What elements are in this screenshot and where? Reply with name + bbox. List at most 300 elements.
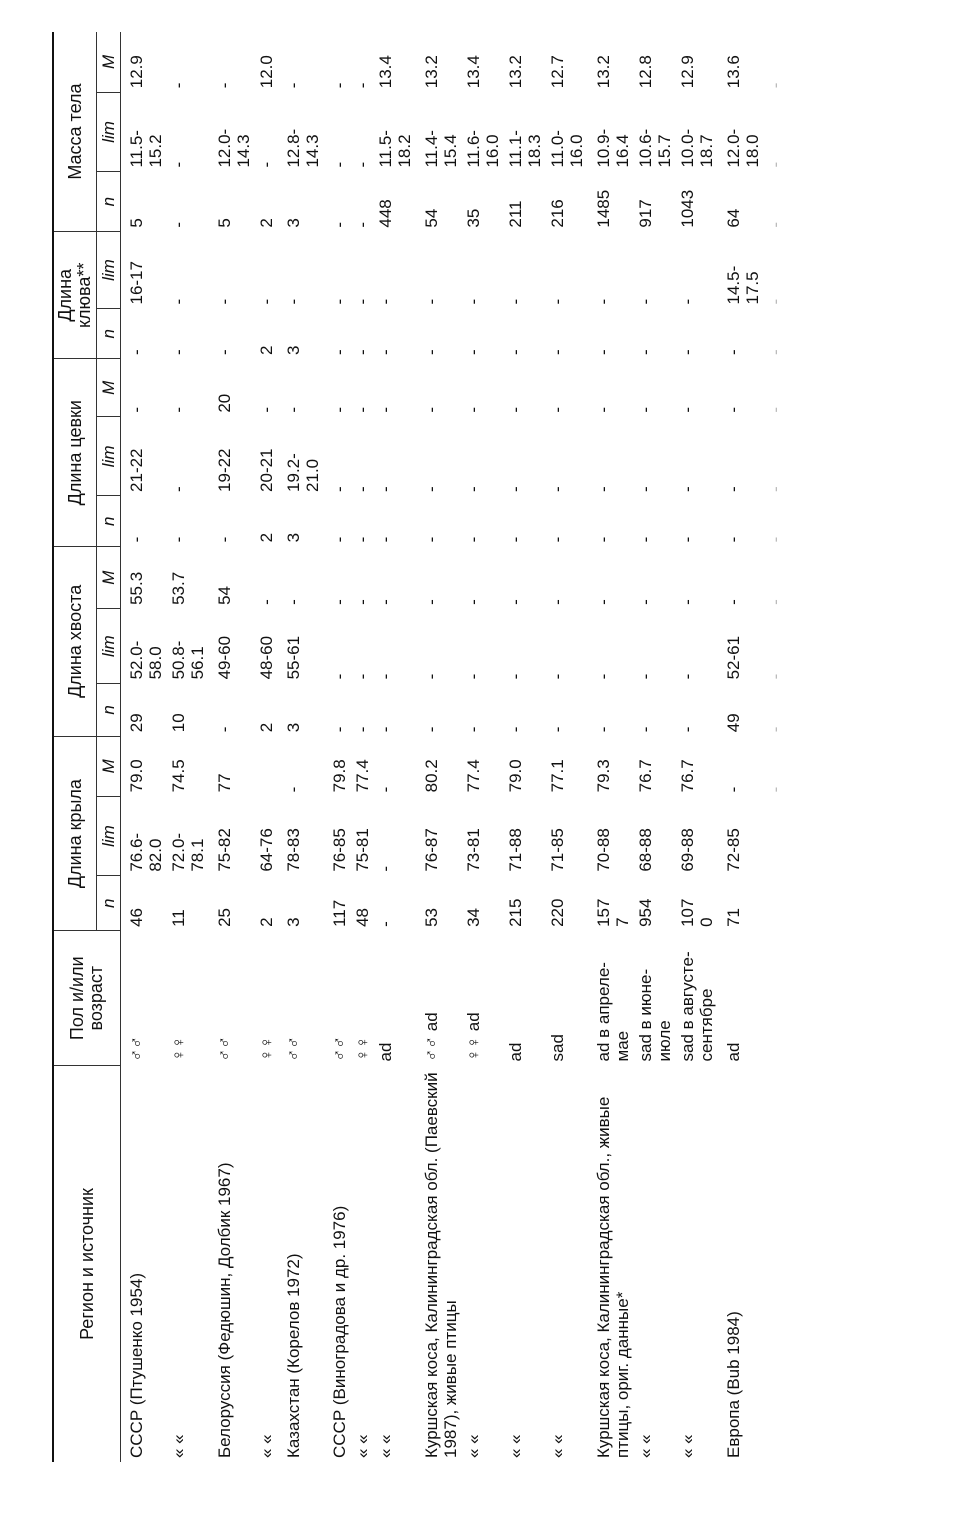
header-bill: Длина клюва**: [53, 232, 97, 359]
mass-m-cell: 12.8: [636, 55, 655, 89]
mass-n-cell: 2: [257, 218, 276, 228]
wing-n-cell: 107 0: [678, 898, 716, 927]
sex-age-cell: ♂♂ ad: [422, 1012, 441, 1062]
wing-m-cell: 77.4: [353, 759, 372, 793]
wing-lim-cell: 76-85: [330, 828, 349, 872]
mass-m-cell: 12.0: [257, 55, 276, 89]
mass-m-cell: 13.4: [376, 55, 395, 89]
sex-age-cell: sad: [548, 1034, 567, 1062]
mass-m-cell: 12.9: [678, 55, 697, 89]
region-cell: Казахстан (Корелов 1972): [284, 1253, 303, 1458]
tail-m-cell: 54: [215, 586, 234, 605]
mass-lim-cell: -: [766, 161, 785, 168]
bill-lim-cell: -: [594, 298, 613, 305]
header-tarsus: Длина цевки: [53, 359, 97, 546]
tarsus-m-cell: -: [169, 407, 188, 413]
mass-m-cell: -: [215, 82, 234, 89]
mass-n-cell: -: [353, 221, 372, 228]
region-cell: СССР (Птушенко 1954): [127, 1272, 146, 1458]
tarsus-m-cell: -: [678, 407, 697, 413]
tail-n-cell: -: [422, 726, 441, 733]
tail-m-cell: -: [594, 599, 613, 605]
sex-age-cell: ♀♀: [353, 1035, 372, 1062]
sex-age-cell: ♀♀ ad: [464, 1012, 483, 1062]
header-n: n: [97, 309, 121, 359]
wing-n-cell: 3: [284, 917, 303, 927]
tarsus-n-cell: -: [548, 536, 567, 543]
header-lim: lim: [97, 609, 121, 683]
tail-m-cell: -: [284, 599, 303, 605]
wing-n-cell: 220: [548, 898, 567, 927]
wing-m-cell: 77: [215, 773, 234, 793]
tarsus-n-cell: -: [678, 536, 697, 543]
bill-n-cell: -: [548, 349, 567, 355]
mass-lim-cell: 10.0- 18.7: [678, 128, 716, 168]
mass-m-cell: 12.9: [127, 55, 146, 89]
table-row: [676, 32, 718, 1462]
sex-age-cell: ad: [376, 1042, 395, 1062]
header-mass: Масса тела: [53, 32, 97, 232]
tarsus-m-cell: -: [257, 407, 276, 413]
wing-m-cell: 79.0: [506, 759, 525, 793]
table-row: [209, 32, 255, 1462]
bill-lim-cell: 14.5- 17.5: [724, 265, 762, 305]
sex-age-cell: ♂♂: [284, 1035, 303, 1062]
tail-m-cell: -: [724, 599, 743, 605]
header-region: Регион и источник: [53, 1065, 121, 1462]
bill-lim-cell: -: [169, 298, 188, 305]
mass-lim-cell: 11.4- 15.4: [422, 130, 460, 168]
wing-lim-cell: [764, 796, 787, 875]
region-cell: « «: [678, 1434, 697, 1458]
mass-lim-cell: 12.8- 14.3: [284, 128, 322, 168]
sex-age-cell: ad: [506, 1042, 525, 1062]
tarsus-n-cell: -: [506, 536, 525, 543]
table-row: [462, 32, 504, 1462]
sex-age-cell: ♂♂: [215, 1035, 234, 1062]
sex-age-cell: ♂♂: [330, 1035, 349, 1062]
region-cell: « «: [376, 1434, 395, 1458]
header-tail: Длина хвоста: [53, 546, 97, 736]
mass-lim-cell: -: [257, 161, 276, 168]
sex-age-cell: ♀♀: [257, 1035, 276, 1062]
header-m: M: [97, 736, 121, 796]
tail-lim-cell: 55-61: [284, 635, 303, 680]
mass-n-cell: 211: [506, 200, 525, 228]
tarsus-m-cell: -: [724, 407, 743, 413]
bill-lim-cell: -: [464, 298, 483, 305]
region-cell: « «: [506, 1434, 525, 1458]
tarsus-n-cell: -: [127, 536, 146, 543]
wing-m-cell: 76.7: [636, 759, 655, 793]
mass-m-cell: -: [169, 82, 188, 89]
wing-lim-cell: 72-85: [724, 828, 743, 872]
tail-lim-cell: -: [548, 673, 567, 680]
mass-n-cell: 1485: [594, 189, 613, 228]
tarsus-n-cell: -: [594, 536, 613, 543]
wing-m-cell: -: [376, 786, 395, 793]
bill-n-cell: -: [636, 349, 655, 355]
mass-m-cell: -: [330, 82, 349, 89]
table-row: [634, 32, 676, 1462]
tarsus-m-cell: -: [376, 407, 395, 413]
tarsus-n-cell: -: [422, 536, 441, 543]
wing-n-cell: 71: [724, 908, 743, 927]
tarsus-lim-cell: -: [422, 486, 441, 492]
tarsus-n-cell: -: [766, 536, 785, 543]
tail-lim-cell: -: [594, 673, 613, 680]
tarsus-lim-cell: -: [376, 486, 395, 492]
table-row: [324, 32, 351, 1462]
mass-n-cell: 448: [376, 199, 395, 228]
region-cell: « «: [353, 1434, 372, 1458]
bill-n-cell: -: [594, 349, 613, 355]
bill-lim-cell: -: [422, 298, 441, 305]
region-cell: Европа (Bub 1984): [724, 1311, 743, 1458]
tarsus-lim-cell: 19.2- 21.0: [284, 453, 322, 492]
wing-lim-cell: 73-81: [464, 828, 483, 872]
wing-n-cell: 215: [506, 898, 525, 927]
wing-lim-cell: 72.0- 78.1: [169, 832, 207, 872]
table-row: [374, 32, 416, 1462]
tail-lim-cell: -: [422, 673, 441, 680]
tarsus-m-cell: -: [636, 407, 655, 413]
mass-n-cell: 917: [636, 199, 655, 228]
tarsus-lim-cell: 20-21: [257, 448, 276, 492]
sex-age-cell: ♀♀: [169, 1035, 188, 1062]
bill-lim-cell: -: [257, 298, 276, 305]
wing-n-cell: 2: [257, 917, 276, 927]
bill-lim-cell: -: [284, 298, 303, 305]
mass-lim-cell: 12.0- 18.0: [724, 128, 762, 168]
bill-lim-cell: -: [678, 298, 697, 305]
wing-lim-cell: 78-83: [284, 828, 303, 872]
tail-lim-cell: 52-61: [724, 635, 743, 680]
tail-lim-cell: -: [766, 673, 785, 680]
mass-m-cell: 13.2: [506, 55, 525, 89]
bill-lim-cell: -: [376, 298, 395, 305]
tail-m-cell: -: [422, 599, 441, 605]
mass-lim-cell: -: [169, 161, 188, 168]
tarsus-n-cell: -: [330, 536, 349, 543]
tail-n-cell: -: [330, 726, 349, 733]
mass-lim-cell: -: [353, 161, 372, 168]
tail-m-cell: -: [353, 599, 372, 605]
bill-n-cell: -: [506, 349, 525, 355]
region-cell: Белоруссия (Федюшин, Долбик 1967): [215, 1162, 234, 1458]
tarsus-lim-cell: -: [548, 486, 567, 492]
sex-age-cell: sad в июне-июле: [636, 968, 674, 1062]
bill-n-cell: -: [376, 349, 395, 355]
header-lim: lim: [97, 796, 121, 875]
tail-lim-cell: -: [636, 673, 655, 680]
tarsus-lim-cell: -: [353, 486, 372, 492]
tarsus-n-cell: -: [376, 536, 395, 543]
bill-lim-cell: 16-17: [127, 261, 146, 305]
wing-lim-cell: 69-88: [678, 828, 697, 872]
mass-lim-cell: -: [330, 161, 349, 168]
table-row: [167, 32, 209, 1462]
mass-lim-cell: 11.6- 16.0: [464, 130, 502, 168]
tail-n-cell: 49: [724, 713, 743, 733]
wing-n-cell: -: [376, 921, 395, 927]
tail-lim-cell: 52.0- 58.0: [127, 640, 165, 680]
wing-n-cell: 46: [127, 908, 146, 927]
tail-m-cell: -: [636, 599, 655, 605]
tail-n-cell: -: [766, 726, 785, 733]
region-cell: « «: [636, 1434, 655, 1458]
tarsus-m-cell: -: [330, 407, 349, 413]
tarsus-n-cell: 2: [257, 532, 276, 543]
mass-n-cell: 35: [464, 208, 483, 228]
mass-m-cell: 13.4: [464, 55, 483, 89]
wing-m-cell: 79.0: [127, 759, 146, 793]
tarsus-m-cell: -: [353, 407, 372, 413]
header-n: n: [97, 172, 121, 232]
header-m: M: [97, 546, 121, 609]
tail-lim-cell: 48-60: [257, 635, 276, 680]
mass-n-cell: 216: [548, 199, 567, 228]
region-cell: Куршская коса, Калининградская обл., живые птицы, ориг. данные*: [594, 1096, 632, 1458]
wing-m-cell: -: [284, 786, 303, 793]
tarsus-lim-cell: -: [678, 486, 697, 492]
wing-lim-cell: 64-76: [257, 828, 276, 872]
mass-m-cell: 13.6: [724, 55, 743, 89]
tail-m-cell: 53.7: [169, 571, 188, 605]
header-lim: lim: [97, 232, 121, 309]
tail-lim-cell: -: [506, 673, 525, 680]
mass-m-cell: -: [766, 82, 785, 89]
region-cell: « «: [548, 1434, 567, 1458]
table-row: [416, 32, 462, 1462]
tarsus-lim-cell: 21-22: [127, 448, 146, 492]
bill-lim-cell: -: [215, 298, 234, 305]
wing-lim-cell: 71-85: [548, 828, 567, 872]
mass-lim-cell: 11.5- 18.2: [376, 130, 414, 168]
wing-m-cell: 80.2: [422, 759, 441, 793]
header-lim: lim: [97, 92, 121, 171]
table-row: [504, 32, 546, 1462]
region-cell: Куршская коса, Калининградская обл. (Паевский 1987), живые птицы: [422, 1072, 460, 1458]
wing-lim-cell: 75-81: [353, 828, 372, 872]
tarsus-n-cell: -: [169, 536, 188, 543]
tarsus-m-cell: -: [594, 407, 613, 413]
table-row: [718, 32, 764, 1462]
wing-lim-cell: 70-88: [594, 828, 613, 872]
mass-m-cell: 13.2: [422, 55, 441, 89]
tail-m-cell: -: [257, 599, 276, 605]
table-row: [255, 32, 278, 1462]
header-m: M: [97, 359, 121, 417]
header-sex-age: Пол и/или возраст: [53, 931, 121, 1066]
mass-n-cell: 3: [284, 218, 303, 228]
mass-n-cell: -: [766, 221, 785, 228]
tail-n-cell: 10: [169, 713, 188, 733]
tail-lim-cell: -: [353, 673, 372, 680]
tarsus-lim-cell: -: [464, 486, 483, 492]
tail-m-cell: 55.3: [127, 571, 146, 605]
region-cell: [764, 1065, 787, 1462]
mass-lim-cell: 12.0- 14.3: [215, 128, 253, 168]
bill-lim-cell: -: [330, 298, 349, 305]
table-row: [351, 32, 374, 1462]
wing-lim-cell: -: [376, 865, 395, 872]
tail-n-cell: -: [506, 726, 525, 733]
tarsus-lim-cell: -: [724, 486, 743, 492]
bill-n-cell: -: [127, 349, 146, 355]
region-cell: СССР (Виноградова и др. 1976): [330, 1205, 349, 1458]
table-row: [588, 32, 634, 1462]
tarsus-lim-cell: -: [506, 486, 525, 492]
wing-lim-cell: 68-88: [636, 828, 655, 872]
region-cell: « «: [257, 1434, 276, 1458]
tail-lim-cell: 50.8- 56.1: [169, 640, 207, 680]
tarsus-n-cell: -: [636, 536, 655, 543]
bill-n-cell: 2: [257, 345, 276, 355]
tarsus-lim-cell: 19-22: [215, 448, 234, 492]
header-n: n: [97, 683, 121, 736]
bill-n-cell: 3: [284, 345, 303, 355]
tail-m-cell: -: [548, 599, 567, 605]
mass-m-cell: 13.2: [594, 55, 613, 89]
table-row: [278, 32, 324, 1462]
tail-m-cell: -: [376, 599, 395, 605]
tail-lim-cell: 49-60: [215, 635, 234, 680]
measurements-table: [52, 32, 787, 1462]
bill-n-cell: -: [766, 349, 785, 355]
mass-lim-cell: 11.0- 16.0: [548, 130, 586, 168]
tail-n-cell: -: [636, 726, 655, 733]
bill-n-cell: -: [215, 349, 234, 355]
bill-lim-cell: -: [353, 298, 372, 305]
wing-m-cell: 77.4: [464, 759, 483, 793]
wing-lim-cell: 76-87: [422, 828, 441, 872]
table-row: [546, 32, 588, 1462]
wing-lim-cell: 76.6- 82.0: [127, 832, 165, 872]
bill-lim-cell: -: [636, 298, 655, 305]
tarsus-m-cell: -: [464, 407, 483, 413]
mass-m-cell: -: [353, 82, 372, 89]
bill-n-cell: -: [724, 349, 743, 355]
tarsus-m-cell: 20: [215, 393, 234, 413]
mass-lim-cell: 10.6- 15.7: [636, 128, 674, 168]
tarsus-lim-cell: -: [330, 486, 349, 492]
sex-age-cell: sad в августе-сентябре: [678, 951, 716, 1062]
wing-m-cell: -: [766, 786, 785, 793]
mass-n-cell: 64: [724, 208, 743, 228]
wing-m-cell: 74.5: [169, 759, 188, 793]
tail-n-cell: -: [376, 726, 395, 733]
tail-n-cell: -: [548, 726, 567, 733]
tarsus-n-cell: -: [215, 536, 234, 543]
mass-lim-cell: 11.5- 15.2: [127, 130, 165, 168]
tail-lim-cell: -: [376, 673, 395, 680]
tail-m-cell: -: [678, 599, 697, 605]
mass-n-cell: -: [330, 221, 349, 228]
wing-n-cell: [764, 876, 787, 931]
wing-m-cell: -: [724, 786, 743, 793]
wing-m-cell: 76.7: [678, 759, 697, 793]
header-n: n: [97, 876, 121, 931]
wing-lim-cell: 71-88: [506, 828, 525, 872]
wing-n-cell: 11: [169, 909, 188, 927]
tail-n-cell: -: [353, 726, 372, 733]
bill-lim-cell: -: [766, 298, 785, 305]
wing-m-cell: 79.3: [594, 759, 613, 793]
tail-n-cell: -: [594, 726, 613, 733]
bill-n-cell: -: [353, 349, 372, 355]
tail-m-cell: -: [766, 599, 785, 605]
tail-n-cell: -: [464, 726, 483, 733]
tarsus-lim-cell: -: [594, 486, 613, 492]
table-row: [121, 32, 168, 1462]
mass-lim-cell: 10.9- 16.4: [594, 128, 632, 168]
mass-n-cell: 1043: [678, 189, 697, 228]
header-lim: lim: [97, 417, 121, 496]
tarsus-m-cell: -: [127, 407, 146, 413]
header-m: M: [97, 32, 121, 92]
tarsus-m-cell: -: [422, 407, 441, 413]
tail-m-cell: -: [464, 599, 483, 605]
tarsus-n-cell: -: [464, 536, 483, 543]
bill-n-cell: -: [330, 349, 349, 355]
tail-m-cell: -: [506, 599, 525, 605]
wing-n-cell: 25: [215, 908, 234, 927]
tarsus-m-cell: -: [506, 407, 525, 413]
header-wing: Длина крыла: [53, 736, 97, 931]
tarsus-m-cell: -: [284, 407, 303, 413]
wing-lim-cell: 75-82: [215, 828, 234, 872]
tail-n-cell: 2: [257, 722, 276, 733]
tarsus-lim-cell: -: [169, 486, 188, 492]
bill-n-cell: -: [422, 349, 441, 355]
bill-n-cell: -: [169, 349, 188, 355]
mass-m-cell: 12.7: [548, 55, 567, 89]
table-row: [764, 32, 787, 1462]
tail-lim-cell: -: [678, 673, 697, 680]
wing-n-cell: 53: [422, 908, 441, 927]
tarsus-n-cell: 3: [284, 532, 303, 543]
sex-age-cell: [764, 931, 787, 1066]
bill-lim-cell: -: [506, 298, 525, 305]
tarsus-n-cell: -: [353, 536, 372, 543]
sex-age-cell: ♂♂: [127, 1035, 146, 1062]
tarsus-lim-cell: -: [766, 486, 785, 492]
tail-lim-cell: -: [464, 673, 483, 680]
wing-n-cell: 117: [330, 899, 349, 927]
wing-m-cell: [255, 736, 278, 796]
region-cell: « «: [464, 1434, 483, 1458]
tail-lim-cell: -: [330, 673, 349, 680]
tail-n-cell: 29: [127, 713, 146, 733]
mass-n-cell: 5: [127, 218, 146, 228]
mass-n-cell: 5: [215, 218, 234, 228]
wing-m-cell: 79.8: [330, 759, 349, 793]
tarsus-m-cell: -: [548, 407, 567, 413]
tarsus-lim-cell: -: [636, 486, 655, 492]
tail-n-cell: 3: [284, 722, 303, 733]
table-body: [121, 32, 788, 1462]
mass-n-cell: -: [169, 221, 188, 228]
mass-n-cell: 54: [422, 208, 441, 228]
wing-n-cell: 954: [636, 898, 655, 927]
bill-n-cell: -: [464, 349, 483, 355]
tail-m-cell: -: [330, 599, 349, 605]
sex-age-cell: ad: [724, 1042, 743, 1062]
region-cell: « «: [169, 1434, 188, 1458]
tarsus-m-cell: -: [766, 407, 785, 413]
wing-n-cell: 157 7: [594, 898, 632, 927]
